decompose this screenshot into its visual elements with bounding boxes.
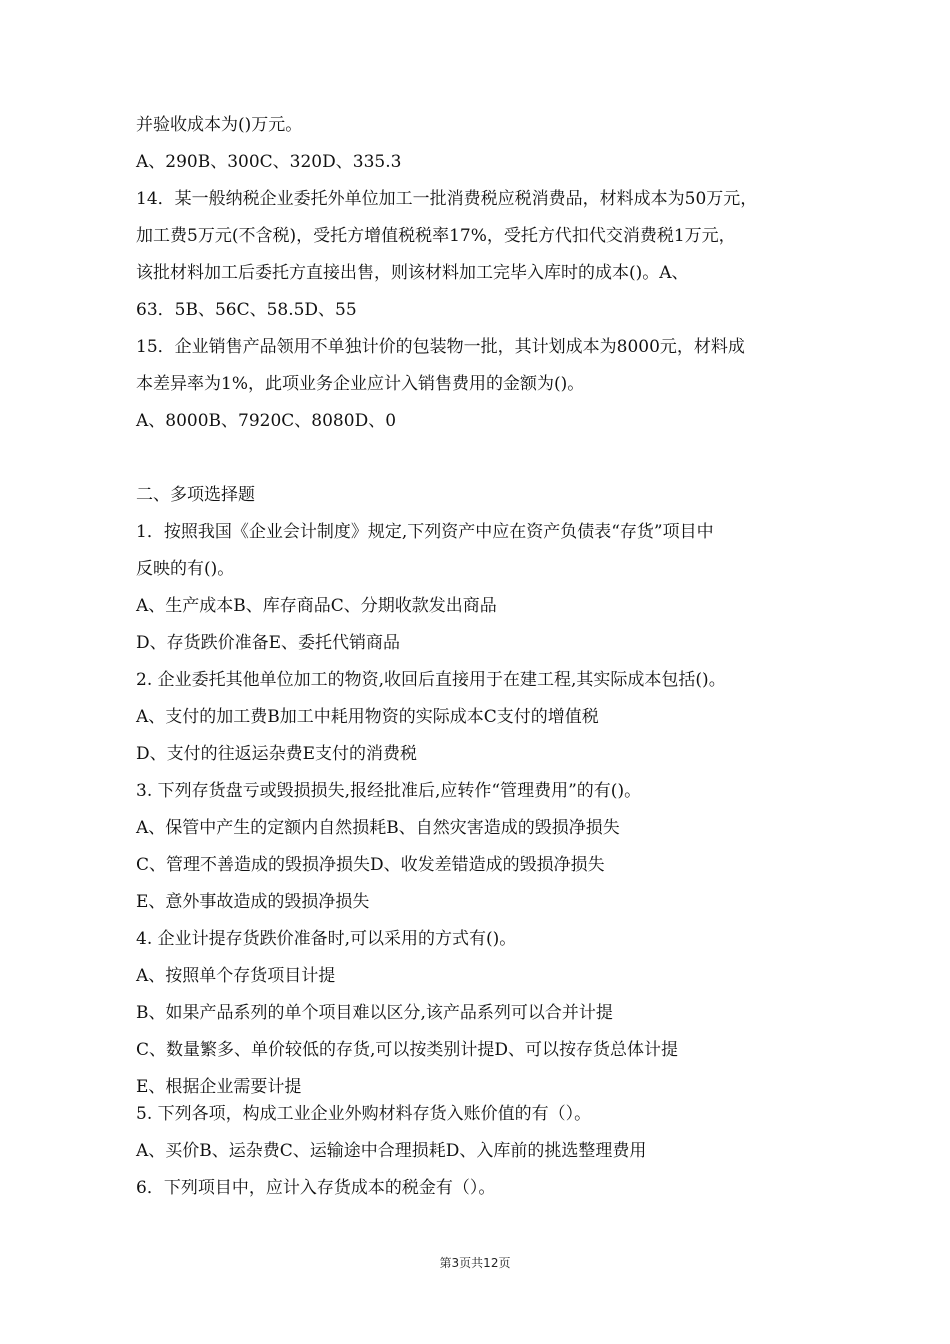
text-line-9: A、8000B、7920C、8080D、0 — [136, 411, 397, 431]
text-line-24: B、如果产品系列的单个项目难以区分,该产品系列可以合并计提 — [136, 1003, 613, 1023]
text-line-16: A、支付的加工费B加工中耗用物资的实际成本C支付的增值税 — [136, 707, 599, 727]
text-line-29: 6．下列项目中，应计入存货成本的税金有（）。 — [136, 1178, 496, 1198]
text-line-14: D、存货跌价准备E、委托代销商品 — [136, 633, 401, 653]
text-line-18: 3. 下列存货盘亏或毁损损失,报经批准后,应转作“管理费用”的有()。 — [136, 781, 642, 801]
text-line-7: 15．企业销售产品领用不单独计价的包装物一批，其计划成本为8000元，材料成 — [136, 337, 745, 357]
text-line-26: E、根据企业需要计提 — [136, 1077, 302, 1097]
page-footer: 第3页共12页 — [439, 1256, 511, 1270]
text-line-23: A、按照单个存货项目计提 — [136, 966, 336, 986]
text-line-3: 14．某一般纳税企业委托外单位加工一批消费税应税消费品，材料成本为50万元， — [136, 189, 758, 209]
text-line-15: 2. 企业委托其他单位加工的物资,收回后直接用于在建工程,其实际成本包括()。 — [136, 670, 726, 690]
text-line-19: A、保管中产生的定额内自然损耗B、自然灾害造成的毁损净损失 — [136, 818, 620, 838]
text-line-28: A、买价B、运杂费C、运输途中合理损耗D、入库前的挑选整理费用 — [136, 1141, 647, 1161]
text-line-6: 63．5B、56C、58.5D、55 — [136, 300, 357, 320]
text-line-12: 反映的有()。 — [136, 559, 235, 579]
text-line-17: D、支付的往返运杂费E支付的消费税 — [136, 744, 418, 764]
text-line-11: 1．按照我国《企业会计制度》规定,下列资产中应在资产负债表“存货”项目中 — [136, 522, 714, 542]
text-line-8: 本差异率为1%，此项业务企业应计入销售费用的金额为()。 — [136, 374, 585, 394]
text-line-21: E、意外事故造成的毁损净损失 — [136, 892, 370, 912]
text-line-4: 加工费5万元(不含税)，受托方增值税税率17%，受托方代扣代交消费税1万元， — [136, 226, 736, 246]
text-line-2: A、290B、300C、320D、335.3 — [136, 152, 402, 172]
text-line-25: C、数量繁多、单价较低的存货,可以按类别计提D、可以按存货总体计提 — [136, 1040, 679, 1060]
text-line-27: 5. 下列各项，构成工业企业外购材料存货入账价值的有（）。 — [136, 1104, 592, 1124]
text-line-20: C、管理不善造成的毁损净损失D、收发差错造成的毁损净损失 — [136, 855, 605, 875]
text-line-13: A、生产成本B、库存商品C、分期收款发出商品 — [136, 596, 497, 616]
text-line-22: 4. 企业计提存货跌价准备时,可以采用的方式有()。 — [136, 929, 517, 949]
section-heading: 二、多项选择题 — [136, 485, 255, 505]
text-line-1: 并验收成本为()万元。 — [136, 115, 303, 135]
text-line-5: 该批材料加工后委托方直接出售，则该材料加工完毕入库时的成本()。A、 — [136, 263, 689, 283]
